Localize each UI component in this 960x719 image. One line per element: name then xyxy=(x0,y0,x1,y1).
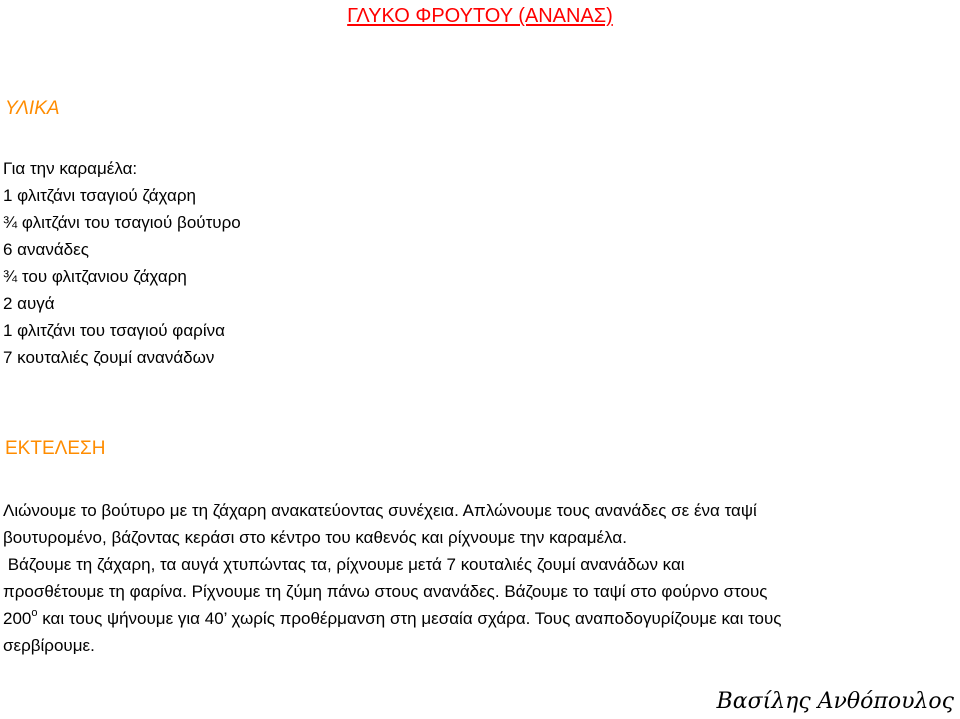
ingredient-item: 1 φλιτζάνι του τσαγιού φαρίνα xyxy=(3,321,225,340)
ingredient-item: 7 κουταλιές ζουμί ανανάδων xyxy=(3,348,215,367)
method-line-temperature xyxy=(3,605,958,632)
ingredient-item: Για την καραμέλα: xyxy=(3,159,138,178)
ingredient-item: 1 φλιτζάνι τσαγιού ζάχαρη xyxy=(3,186,196,205)
ingredient-item: 6 ανανάδες xyxy=(3,240,89,259)
method-line: βουτυρομένο, βάζοντας κεράσι στο κέντρο του καθενός και ρίχνουμε την καραμέλα. xyxy=(3,528,627,547)
ingredients-heading: ΥΛΙΚΑ xyxy=(5,98,60,119)
method-text xyxy=(3,497,958,659)
method-line: Λιώνουμε το βούτυρο με τη ζάχαρη ανακατεύοντας συνέχεια. Απλώνουμε τους ανανάδες σε ένα ταψί xyxy=(3,501,757,520)
temperature-rest-text: και τους ψήνουμε για 40’ χωρίς προθέρμανση στη μεσαία σχάρα. Τους αναποδογυρίζουμε και τους xyxy=(37,609,782,628)
author-signature: Βασίλης Ανθόπουλος xyxy=(716,689,954,714)
ingredient-item: ¾ του φλιτζανιου ζάχαρη xyxy=(3,267,187,286)
ingredient-item: ¾ φλιτζάνι του τσαγιού βούτυρο xyxy=(3,213,241,232)
recipe-title: ΓΛΥΚΟ ΦΡΟΥΤΟΥ (ΑΝΑΝΑΣ) xyxy=(347,5,613,27)
method-line: Βάζουμε τη ζάχαρη, τα αυγά χτυπώντας τα, ρίχνουμε μετά 7 κουταλιές ζουμί ανανάδων και xyxy=(3,555,685,574)
method-heading: ΕΚΤΕΛΕΣΗ xyxy=(5,438,106,459)
ingredient-item: 2 αυγά xyxy=(3,294,55,313)
ingredients-list xyxy=(3,155,241,371)
temperature-value: 200 xyxy=(3,609,32,628)
method-line: σερβίρουμε. xyxy=(3,636,95,655)
method-line: προσθέτουμε τη φαρίνα. Ρίχνουμε τη ζύμη πάνω στους ανανάδες. Βάζουμε το ταψί στο φούρνο στους xyxy=(3,582,768,601)
temperature-degree-superscript: ο xyxy=(31,607,38,619)
